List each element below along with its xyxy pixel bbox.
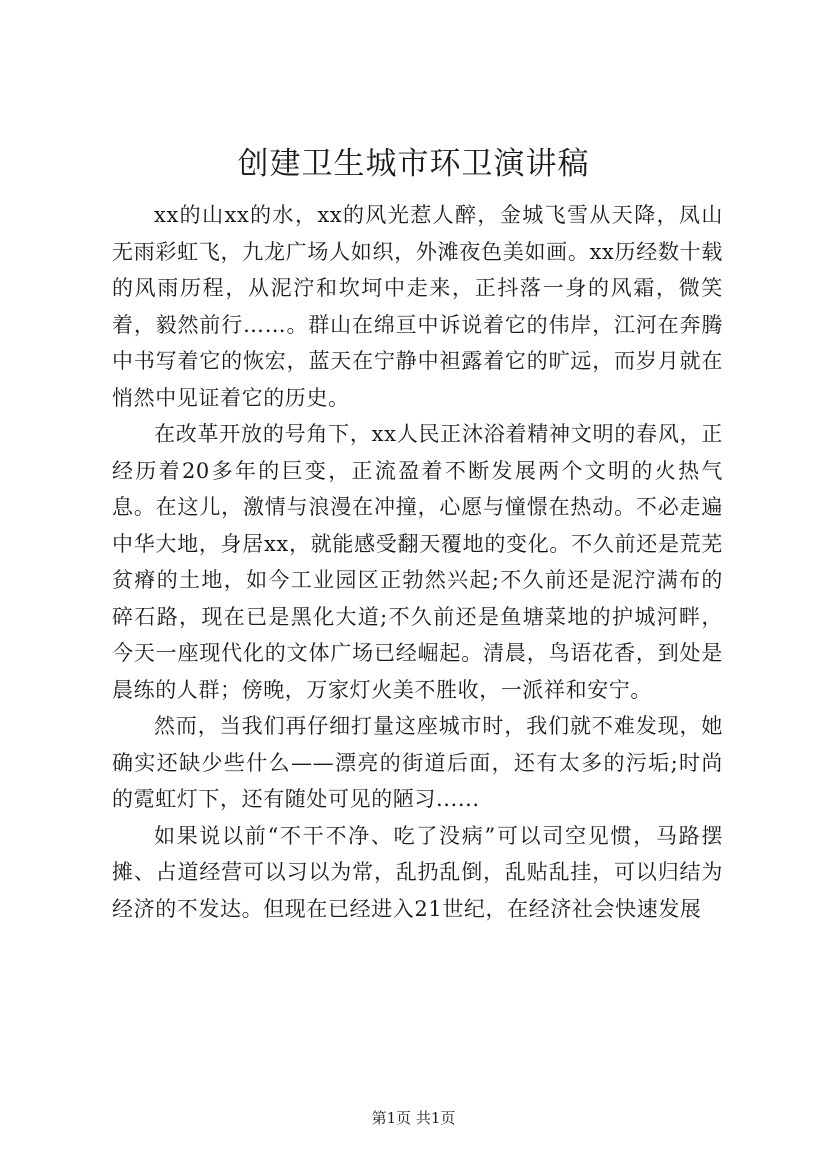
page-number-footer: 第1页 共1页	[371, 1109, 456, 1127]
paragraph-3: 然而，当我们再仔细打量这座城市时，我们就不难发现，她确实还缺少些什么——漂亮的街道后面，还有太多的污垢;时尚的霓虹灯下，还有随处可见的陋习......	[112, 714, 723, 811]
paragraph-1: xx的山xx的水，xx的风光惹人醉，金城飞雪从天降，凤山无雨彩虹飞，九龙广场人如织，外滩夜色美如画。xx历经数十载的风雨历程，从泥泞和坎坷中走来，正抖落一身的风霜，微笑着，毅然前行……。群山在绵亘中诉说着它的伟岸，江河在奔腾中书写着它的恢宏，蓝天在宁静中袒露着它的旷远，而岁月就在悄然中见证着它的历史。	[112, 203, 723, 410]
document-body	[112, 197, 723, 927]
paragraph-4: 如果说以前“不干不净、吃了没病”可以司空见惯，马路摆摊、占道经营可以习以为常，乱扔乱倒，乱贴乱挂，可以归结为经济的不发达。但现在已经进入21世纪，在经济社会快速发展	[112, 823, 723, 921]
document-title: 创建卫生城市环卫演讲稿	[237, 146, 590, 182]
paragraph-2: 在改革开放的号角下，xx人民正沐浴着精神文明的春风，正经历着20多年的巨变，正流盈着不断发展两个文明的火热气息。在这儿，激情与浪漫在冲撞，心愿与憧憬在热动。不必走遍中华大地，身居xx，就能感受翻天覆地的变化。不久前还是荒芜贫瘠的土地，如今工业园区正勃然兴起;不久前还是泥泞满布的碎石路，现在已是黑化大道;不久前还是鱼塘菜地的护城河畔，今天一座现代化的文体广场已经崛起。清晨，鸟语花香，到处是晨练的人群；傍晚，万家灯火美不胜收，一派祥和安宁。	[112, 422, 723, 702]
